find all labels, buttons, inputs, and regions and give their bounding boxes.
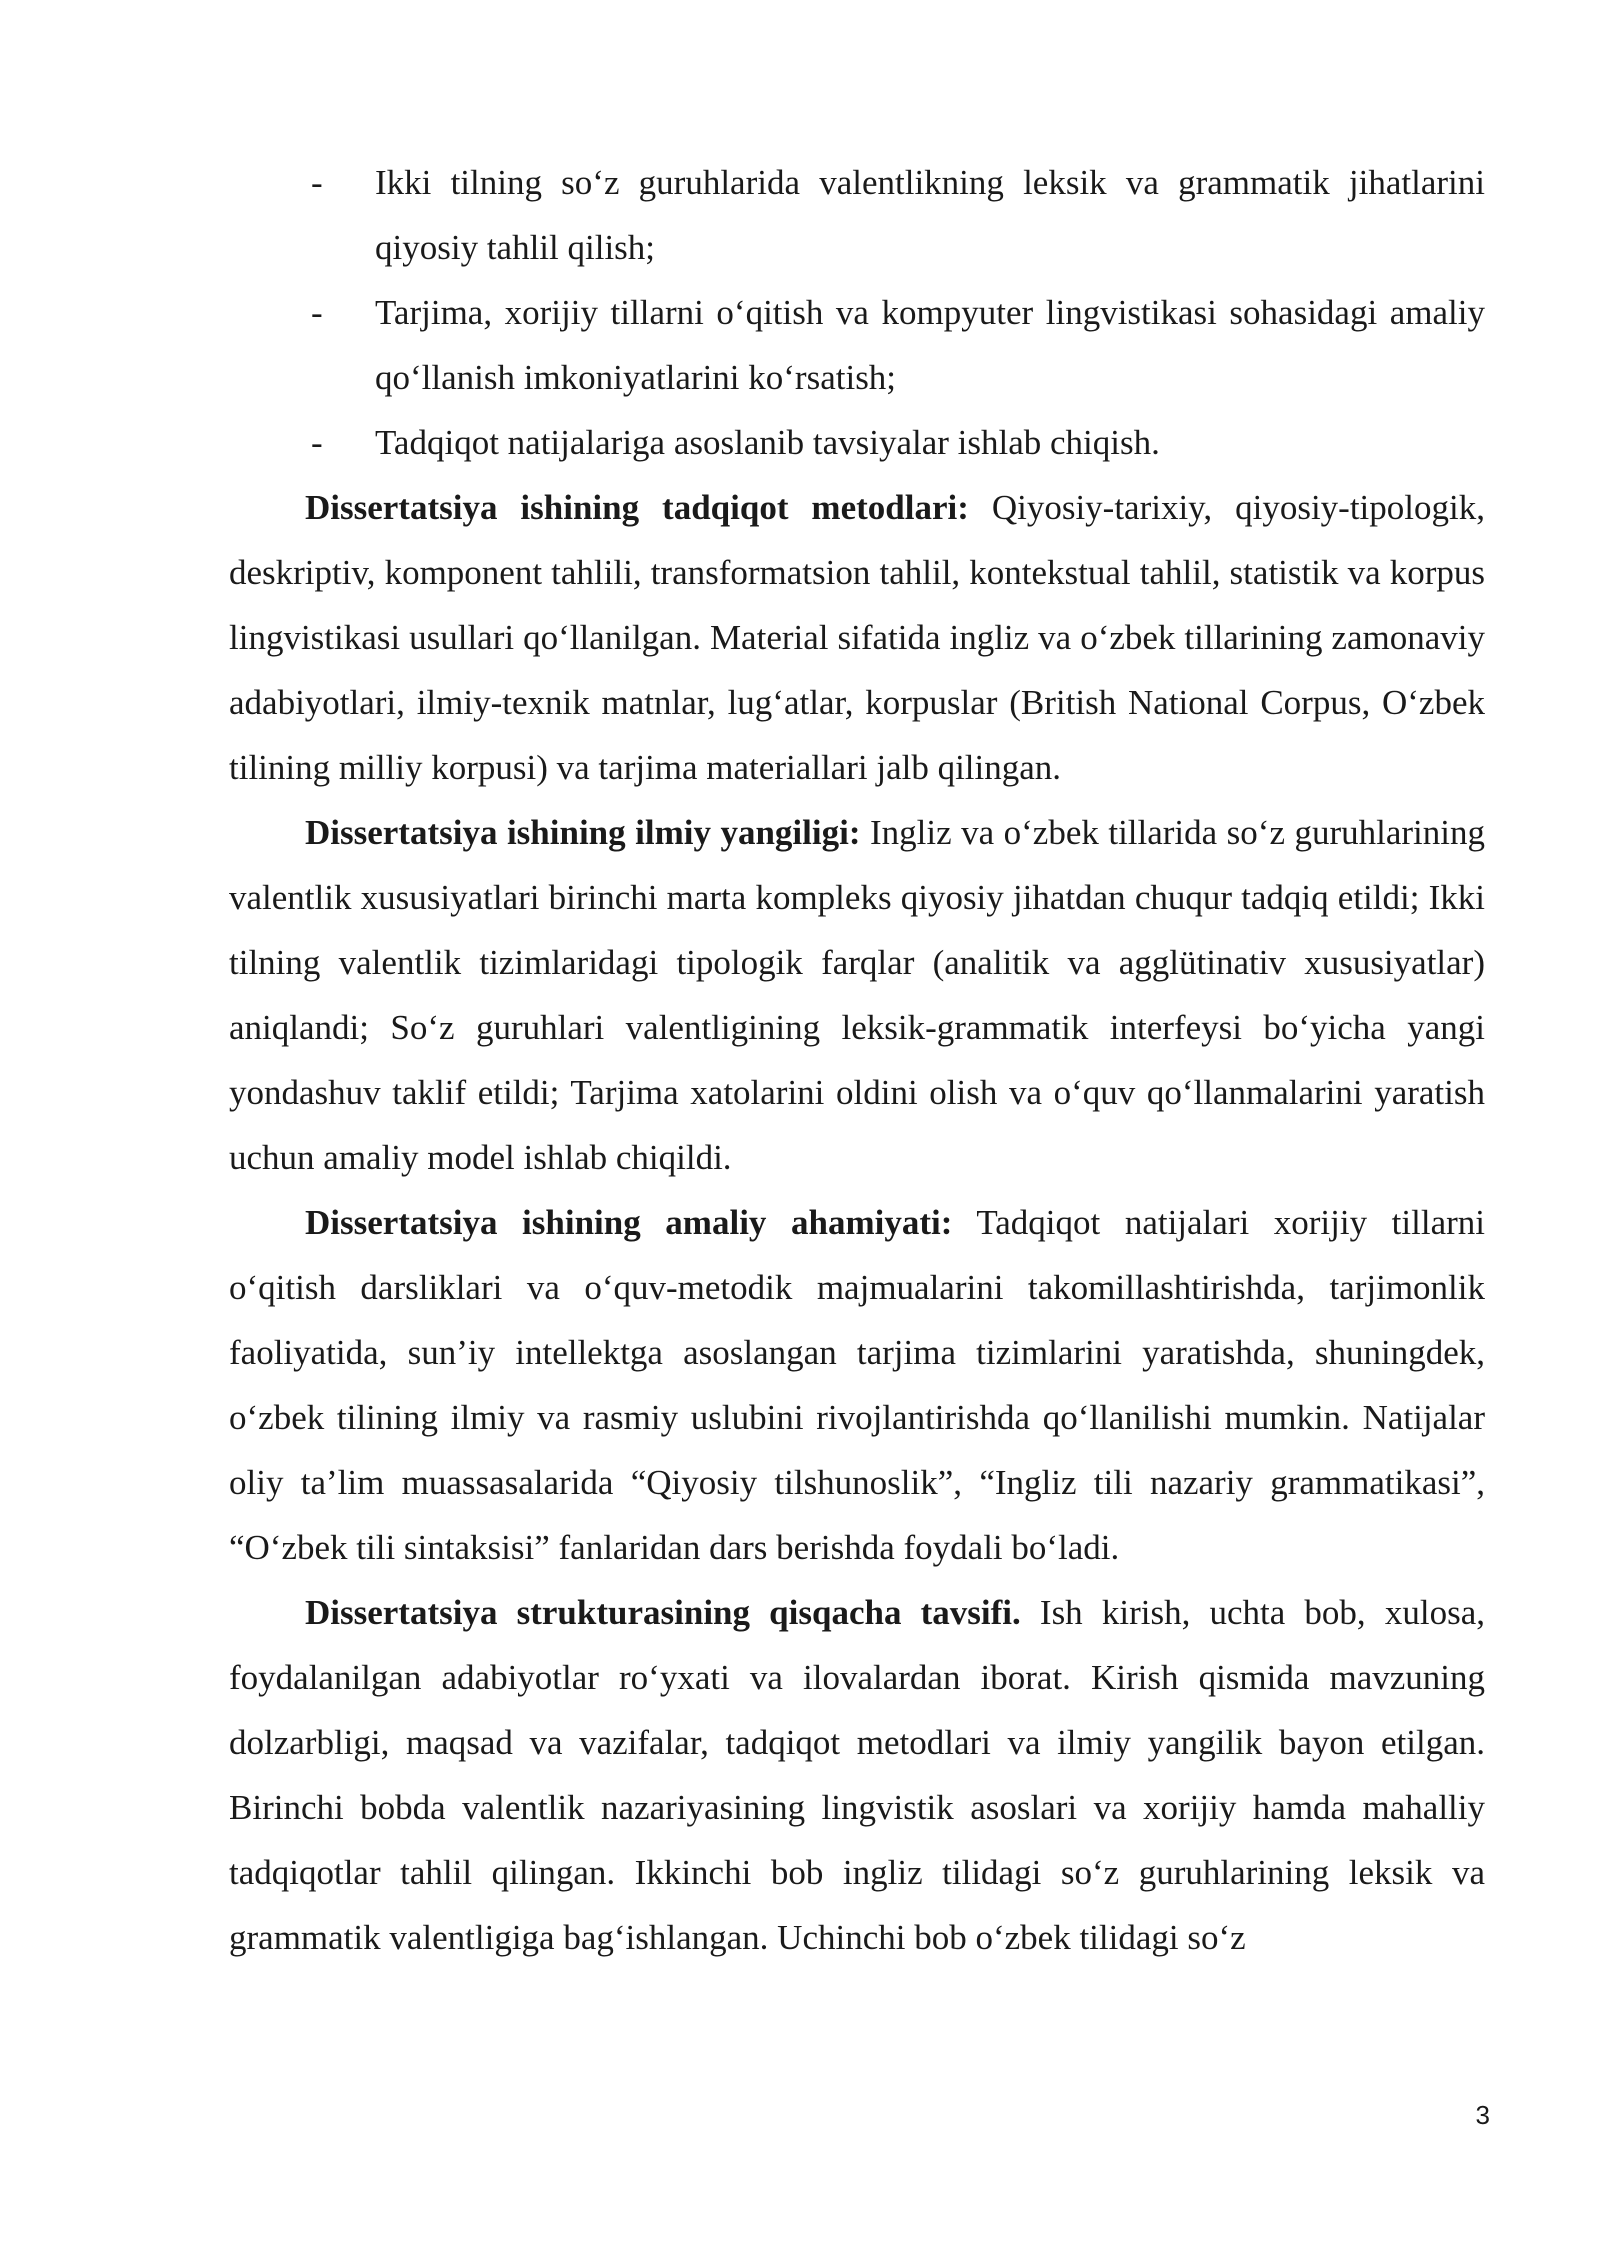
list-item (229, 280, 1485, 410)
paragraph-body: Qiyosiy-tarixiy, qiyosiy-tipologik, deskriptiv, komponent tahlili, transformatsion tahlil, kontekstual tahlil, statistik va korpus lingvistikasi usullari qo‘llanilgan. Material sifatida ingliz va o‘zbek tillarining zamonaviy adabiyotlari, ilmiy-texnik matnlar, lug‘atlar, korpuslar (British National Corpus, O‘zbek tilining milliy korpusi) va tarjima materiallari jalb qilingan. (229, 488, 1485, 787)
list-item-text: Tarjima, xorijiy tillarni o‘qitish va kompyuter lingvistikasi sohasidagi amaliy qo‘llanish imkoniyatlarini ko‘rsatish; (375, 293, 1485, 397)
list-dash: - (311, 163, 323, 202)
list-item (229, 410, 1485, 475)
list-dash: - (311, 293, 323, 332)
page-number: 3 (1475, 2100, 1490, 2130)
paragraph-research-methods (229, 475, 1485, 800)
page-content (229, 150, 1485, 1970)
paragraph-structure-summary (229, 1580, 1485, 1970)
paragraph-practical-significance (229, 1190, 1485, 1580)
paragraph-heading: Dissertatsiya strukturasining qisqacha tavsifi. (305, 1593, 1021, 1632)
paragraph-body: Ingliz va o‘zbek tillarida so‘z guruhlarining valentlik xususiyatlari birinchi marta kompleks qiyosiy jihatdan chuqur tadqiq etildi; Ikki tilning valentlik tizimlaridagi tipologik farqlar (analitik va agglütinativ xususiyatlar) aniqlandi; So‘z guruhlari valentligining leksik-grammatik interfeysi bo‘yicha yangi yondashuv taklif etildi; Tarjima xatolarini oldini olish va o‘quv qo‘llanmalarini yaratish uchun amaliy model ishlab chiqildi. (229, 813, 1486, 1177)
paragraph-scientific-novelty (229, 800, 1485, 1190)
paragraph-body: Tadqiqot natijalari xorijiy tillarni o‘qitish darsliklari va o‘quv-metodik majmualarini takomillashtirishda, tarjimonlik faoliyatida, sun’iy intellektga asoslangan tarjima tizimlarini yaratishda, shuningdek, o‘zbek tilining ilmiy va rasmiy uslubini rivojlantirishda qo‘llanilishi mumkin. Natijalar oliy ta’lim muassasalarida “Qiyosiy tilshunoslik”, “Ingliz tili nazariy grammatikasi”, “O‘zbek tili sintaksisi” fanlaridan dars berishda foydali bo‘ladi. (229, 1203, 1485, 1567)
list-item-text: Tadqiqot natijalariga asoslanib tavsiyalar ishlab chiqish. (375, 423, 1160, 462)
paragraph-heading: Dissertatsiya ishining amaliy ahamiyati: (305, 1203, 953, 1242)
list-item-text: Ikki tilning so‘z guruhlarida valentlikning leksik va grammatik jihatlarini qiyosiy tahlil qilish; (375, 163, 1485, 267)
list-item (229, 150, 1485, 280)
list-dash: - (311, 423, 323, 462)
paragraph-heading: Dissertatsiya ishining tadqiqot metodlari: (305, 488, 969, 527)
paragraph-body: Ish kirish, uchta bob, xulosa, foydalanilgan adabiyotlar ro‘yxati va ilovalardan iborat. Kirish qismida mavzuning dolzarbligi, maqsad va vazifalar, tadqiqot metodlari va ilmiy yangilik bayon etilgan. Birinchi bobda valentlik nazariyasining lingvistik asoslari va xorijiy hamda mahalliy tadqiqotlar tahlil qilingan. Ikkinchi bob ingliz tilidagi so‘z guruhlarining leksik va grammatik valentligiga bag‘ishlangan. Uchinchi bob o‘zbek tilidagi so‘z (229, 1593, 1485, 1957)
paragraph-heading: Dissertatsiya ishining ilmiy yangiligi: (305, 813, 861, 852)
